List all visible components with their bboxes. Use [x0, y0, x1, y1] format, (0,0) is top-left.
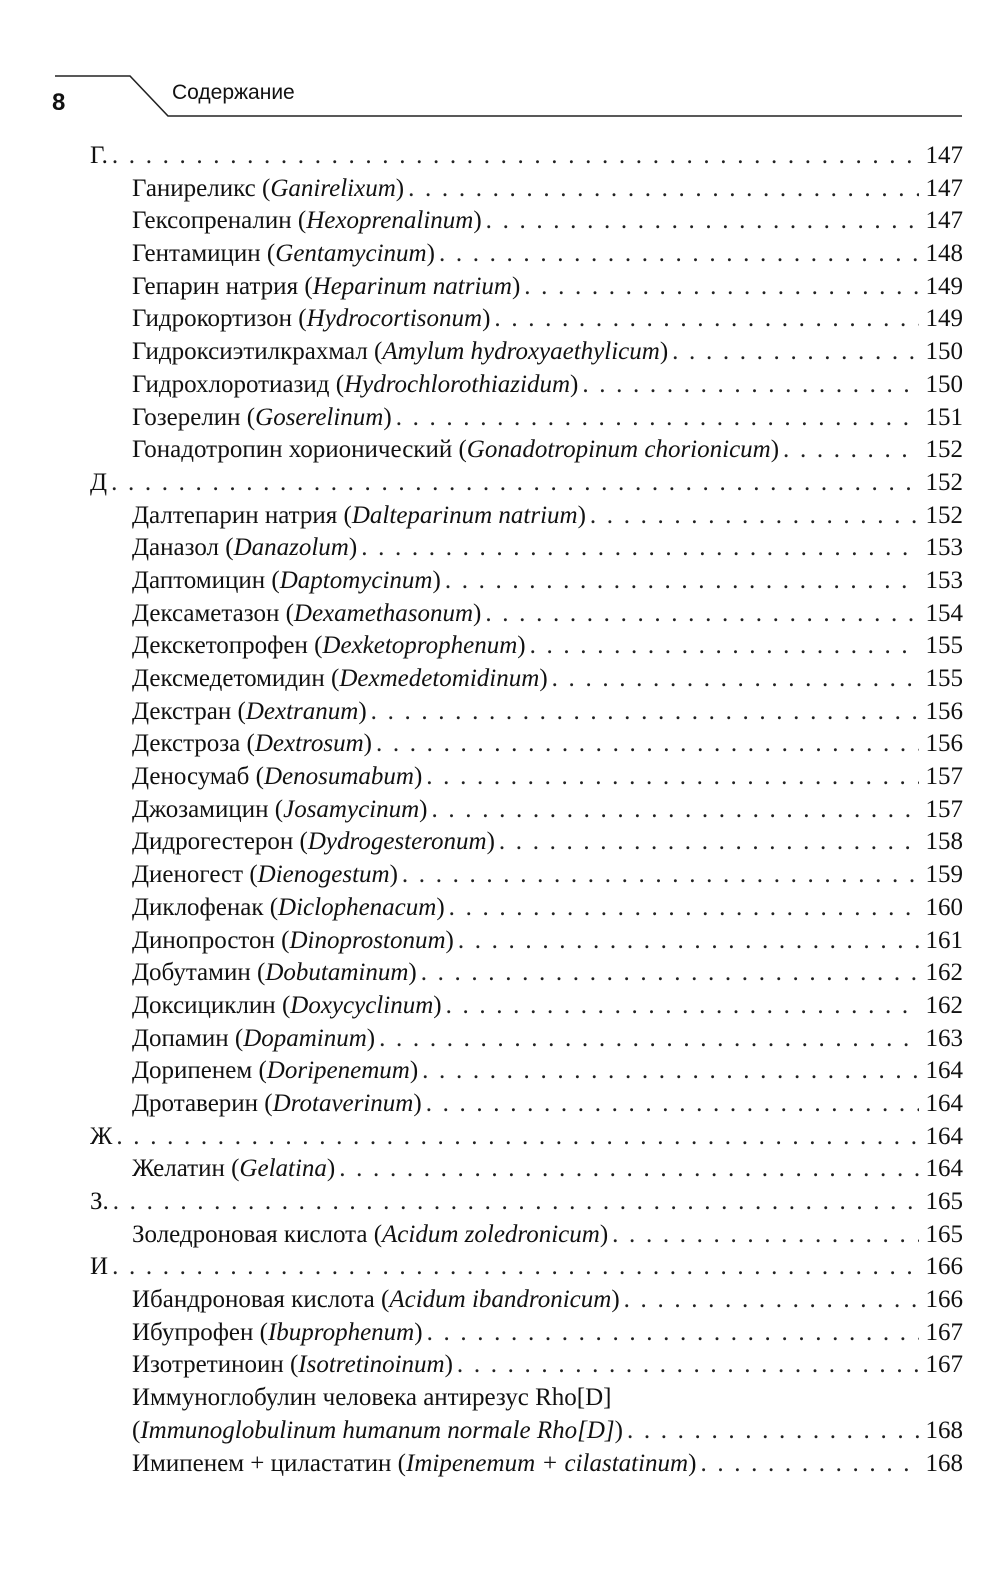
dot-leader [458, 925, 919, 958]
toc-section-letter[interactable] [0, 1186, 963, 1219]
toc-entry-latin: Daptomycinum [279, 566, 433, 594]
toc-entry-title [132, 1055, 418, 1088]
toc-entry-name: Золедроновая кислота ( [132, 1220, 383, 1248]
toc-section-letter[interactable] [0, 467, 963, 500]
dot-leader [426, 1088, 919, 1121]
dot-leader [457, 1349, 919, 1382]
toc-entry-close: ) [473, 207, 482, 235]
toc-entry-latin: Danazolum [233, 534, 349, 562]
dot-leader [371, 696, 919, 729]
toc-entry-close: ) [426, 240, 435, 268]
toc-entry-close: ) [482, 305, 491, 333]
dot-leader [376, 728, 919, 761]
toc-entry[interactable] [0, 205, 963, 238]
dot-leader [612, 1219, 919, 1252]
toc-entry-title [90, 467, 107, 500]
toc-entry-close: ) [539, 665, 548, 692]
toc-entry-name: Гидроксиэтилкрахмал ( [132, 338, 383, 366]
toc-page-number: 160 [925, 893, 963, 921]
dot-leader [627, 1415, 919, 1448]
toc-entry-name: Гонадотропин хорионический ( [132, 436, 467, 464]
toc-page-number: 162 [925, 959, 963, 987]
toc-entry-close: ) [413, 1089, 422, 1117]
toc-entry[interactable] [0, 892, 963, 925]
toc-entry-close: ) [383, 403, 392, 431]
toc-entry-latin: Dienogestum [257, 861, 390, 889]
toc-page-number: 159 [925, 861, 963, 889]
dot-leader [116, 1121, 919, 1154]
toc-entry[interactable] [0, 1448, 963, 1481]
toc-page-number: 147 [925, 142, 963, 169]
toc-entry-title [90, 1121, 112, 1154]
toc-entry-title [132, 303, 490, 336]
toc-entry-latin: Isotretinoinum [298, 1351, 445, 1379]
toc-page-number: 151 [925, 403, 963, 431]
toc-entry-title [132, 1219, 608, 1252]
dot-leader [422, 1055, 919, 1088]
toc-page-number: 157 [925, 795, 963, 823]
toc-entry[interactable] [0, 271, 963, 304]
toc-section-letter[interactable] [0, 140, 963, 173]
toc-entry-latin: Dinoprostonum [289, 926, 446, 954]
toc-entry-latin: Dobutaminum [265, 959, 409, 987]
toc-entry-close: ) [363, 730, 372, 758]
toc-page-number: 165 [925, 1220, 963, 1248]
toc-entry-name: Гентамицин ( [132, 240, 276, 268]
toc-entry[interactable] [0, 826, 963, 859]
toc-page-number: 166 [925, 1286, 963, 1314]
toc-entry-close: ) [432, 566, 441, 594]
dot-leader [582, 369, 919, 402]
dot-leader [112, 1251, 919, 1284]
toc-entry-name: Даназол ( [132, 534, 234, 562]
toc-entry-title [132, 826, 495, 859]
dot-leader [783, 434, 919, 467]
toc-section-letter[interactable] [0, 1121, 963, 1154]
toc-entry-name: Декстроза ( [132, 730, 255, 758]
toc-entry-latin: Dexketoprophenum [322, 632, 518, 660]
toc-entry-latin: Amylum hydroxyaethylicum [382, 338, 660, 366]
toc-entry-latin: Gelatina [239, 1155, 327, 1183]
page-number: 8 [52, 89, 66, 116]
dot-leader [427, 1317, 919, 1350]
toc-entry[interactable] [0, 173, 963, 206]
toc-entry-latin: Doripenemum [266, 1057, 410, 1085]
dot-leader [486, 205, 919, 238]
toc-entry-close: ) [688, 1449, 697, 1477]
toc-page-number: 147 [925, 174, 963, 202]
toc-entry-close: ) [433, 991, 442, 1019]
toc-entry[interactable] [0, 794, 963, 827]
toc-entry-latin: Goserelinum [255, 403, 384, 431]
toc-entry-title [132, 500, 586, 533]
toc-entry-title [132, 728, 372, 761]
toc-entry-name: Дротаверин ( [132, 1089, 273, 1117]
toc-page-number: 158 [925, 828, 963, 856]
toc-entry-name: Далтепарин натрия ( [132, 501, 352, 529]
toc-entry[interactable] [0, 957, 963, 990]
toc-entry-latin: Heparinum natrium [312, 272, 512, 300]
toc-page-number: 164 [925, 1155, 963, 1183]
toc-entry[interactable] [0, 434, 963, 467]
toc-page-number: 153 [925, 534, 963, 562]
toc-entry-name: Гидрокортизон ( [132, 305, 307, 333]
toc-entry-close: ) [511, 272, 521, 300]
toc-entry-name: Имипенем + циластатин ( [132, 1449, 406, 1477]
toc-entry-name: Гепарин натрия ( [132, 272, 313, 300]
toc-entry-title [132, 271, 520, 304]
dot-leader [421, 957, 919, 990]
toc-entry[interactable] [0, 238, 963, 271]
toc-page-number: 157 [925, 763, 963, 791]
toc-entry-title [132, 630, 526, 663]
toc-entry-close: ) [614, 1416, 623, 1444]
dot-leader [432, 794, 920, 827]
toc-entry-close: ) [389, 861, 398, 889]
toc-entry-name: Гозерелин ( [132, 403, 256, 431]
toc-entry[interactable] [0, 728, 963, 761]
toc-entry-name: Дорипенем ( [132, 1057, 267, 1085]
toc-page-number: 164 [925, 1057, 963, 1085]
toc-entry-latin: Gonadotropinum chorionicum [466, 436, 771, 464]
toc-page-number: 152 [925, 468, 963, 496]
toc-entry-close: ) [366, 1024, 376, 1052]
toc-entry-title [132, 990, 442, 1023]
toc-entry-name: Ганиреликс ( [132, 174, 271, 202]
toc-entry[interactable] [0, 1153, 963, 1186]
toc-entry-title [132, 205, 482, 238]
toc-entry-name: Гексопреналин ( [132, 207, 307, 235]
toc-entry-title [132, 1349, 453, 1382]
header-rule [0, 0, 1000, 130]
toc-entry-name: Дексмедетомидин ( [132, 665, 340, 692]
toc-entry-title [132, 1448, 696, 1481]
toc-entry-close: ) [770, 436, 780, 464]
toc-entry-latin: Drotaverinum [272, 1089, 414, 1117]
dot-leader [408, 173, 919, 206]
toc-entry-title [90, 1251, 108, 1284]
toc-entry[interactable] [0, 1317, 963, 1350]
toc-entry-title [132, 173, 404, 206]
toc-page-number: 165 [925, 1188, 963, 1215]
toc-page-number: 150 [925, 338, 963, 366]
toc-entry-close: ) [436, 893, 445, 921]
toc-entry[interactable] [0, 1284, 963, 1317]
toc-entry-latin: Hexoprenalinum [306, 207, 474, 235]
toc-page-number: 150 [925, 370, 963, 398]
toc-entry-close: ) [419, 795, 428, 823]
toc-page-number: 147 [925, 207, 963, 235]
toc-entry-name: Дексаметазон ( [132, 599, 294, 627]
toc-entry[interactable] [0, 630, 963, 663]
dot-leader [449, 892, 919, 925]
toc-entry-title [90, 1186, 109, 1219]
toc-entry-title [132, 1284, 620, 1317]
toc-entry-latin: Denosumabum [263, 763, 414, 791]
toc-entry-title [132, 859, 398, 892]
table-of-contents [0, 140, 1000, 1480]
dot-leader [590, 500, 919, 533]
dot-leader [361, 532, 919, 565]
toc-section-letter[interactable] [0, 1251, 963, 1284]
toc-entry-latin: Dextranum [245, 697, 359, 725]
toc-entry-name: Декскетопрофен ( [132, 632, 323, 660]
toc-entry-latin: Dydrogesteronum [307, 828, 487, 856]
toc-entry-name: Диклофенак ( [132, 893, 279, 921]
toc-entry-name: Джозамицин ( [132, 795, 284, 823]
toc-page-number: 152 [925, 501, 963, 529]
toc-entry-title [132, 598, 481, 631]
toc-entry-name: Изотретиноин ( [132, 1351, 299, 1379]
dot-leader [402, 859, 919, 892]
toc-entry-latin: Acidum zoledronicum [382, 1220, 600, 1248]
toc-entry-close: ) [444, 1351, 453, 1379]
toc-entry[interactable] [0, 696, 963, 729]
toc-entry-name: Желатин ( [132, 1155, 240, 1183]
toc-entry-latin: Gentamycinum [275, 240, 427, 268]
toc-page-number: 156 [925, 697, 963, 725]
toc-entry[interactable] [0, 500, 963, 533]
toc-entry[interactable] [0, 1055, 963, 1088]
toc-entry-close: ) [409, 1057, 419, 1085]
toc-entry-title [132, 565, 441, 598]
toc-entry-title [132, 1153, 335, 1186]
toc-page-number: 168 [925, 1416, 963, 1444]
toc-entry-name: Иммуноглобулин человека антирезус Rho[D] [132, 1384, 612, 1412]
toc-entry-close: ) [395, 174, 405, 202]
toc-entry-close: ) [599, 1220, 609, 1248]
toc-entry[interactable] [0, 1219, 963, 1252]
toc-entry-close: ) [486, 828, 495, 856]
toc-page-number: 149 [925, 272, 963, 300]
toc-entry-name: Диеногест ( [132, 861, 258, 889]
toc-entry-latin: Immunoglobulinum humanum normale Rho[D] [140, 1416, 615, 1444]
toc-entry-close: ) [659, 338, 669, 366]
toc-entry-latin: Hydrochlorothiazidum [344, 370, 570, 398]
toc-entry-name: Допамин ( [132, 1024, 244, 1052]
toc-entry[interactable] [0, 663, 963, 696]
dot-leader [396, 402, 919, 435]
toc-entry-latin: Ganirelixum [270, 174, 396, 202]
toc-entry-title [132, 794, 428, 827]
dot-leader [700, 1448, 919, 1481]
toc-page-number: 154 [925, 599, 963, 627]
toc-entry[interactable] [0, 1023, 963, 1056]
dot-leader [426, 761, 919, 794]
toc-entry-name: Доксициклин ( [132, 991, 291, 1019]
toc-entry-latin: Dexamethasonum [293, 599, 474, 627]
toc-entry[interactable] [0, 336, 963, 369]
toc-entry-latin: Dalteparinum natrium [351, 501, 578, 529]
toc-page-number: 162 [925, 991, 963, 1019]
toc-entry-title [90, 140, 108, 173]
toc-entry-close: ) [517, 632, 526, 660]
toc-entry-latin: Dexmedetomidinum [339, 665, 540, 692]
toc-entry[interactable] [0, 925, 963, 958]
toc-entry-title [132, 957, 417, 990]
toc-entry-name: Добутамин ( [132, 959, 266, 987]
toc-entry-close: ) [445, 926, 454, 954]
toc-entry-title [132, 532, 357, 565]
toc-entry-title [132, 238, 435, 271]
toc-entry-name: Ибупрофен ( [132, 1318, 268, 1346]
toc-page-number: 168 [925, 1449, 963, 1477]
toc-entry[interactable] [0, 1088, 963, 1121]
dot-leader [113, 1186, 919, 1219]
toc-page-number: 156 [925, 730, 963, 758]
toc-page-number: 149 [925, 305, 963, 333]
toc-entry-name: Гидрохлоротиазид ( [132, 370, 345, 398]
toc-entry-title [132, 696, 367, 729]
toc-entry-latin: Josamycinum [283, 795, 420, 823]
toc-entry[interactable] [0, 565, 963, 598]
toc-entry[interactable] [0, 402, 963, 435]
toc-entry[interactable] [0, 1349, 963, 1382]
toc-entry-close: ) [414, 1318, 423, 1346]
toc-entry-title [132, 1317, 423, 1350]
toc-page-number: 155 [925, 632, 963, 660]
toc-page-number: 167 [925, 1351, 963, 1379]
toc-entry-close: ) [358, 697, 367, 725]
toc-page-number: 163 [925, 1024, 963, 1052]
toc-entry[interactable] [0, 598, 963, 631]
toc-entry-latin: Hydrocortisonum [306, 305, 483, 333]
toc-entry-title [132, 336, 668, 369]
toc-entry-title [132, 761, 422, 794]
toc-entry-close: ) [408, 959, 417, 987]
toc-entry-latin: Ibuprophenum [267, 1318, 415, 1346]
toc-page-number: 164 [925, 1122, 963, 1150]
toc-entry-name: И [90, 1253, 109, 1281]
dot-leader [624, 1284, 919, 1317]
toc-entry-title [132, 663, 548, 696]
page-header [0, 0, 1000, 130]
toc-entry-latin: Diclophenacum [278, 893, 437, 921]
toc-entry-name: Даптомицин ( [132, 566, 280, 594]
toc-page-number: 161 [925, 926, 963, 954]
toc-entry-latin: Dextrosum [254, 730, 364, 758]
toc-entry-latin: Acidum ibandronicum [389, 1286, 612, 1314]
toc-entry-title [132, 1382, 611, 1415]
toc-entry-title [132, 892, 445, 925]
toc-entry-close: ) [570, 370, 579, 398]
dot-leader [494, 303, 919, 336]
toc-entry-name: Дидрогестерон ( [132, 828, 308, 856]
dot-leader [552, 663, 919, 696]
toc-entry-close: ) [348, 534, 358, 562]
toc-entry[interactable] [0, 369, 963, 402]
toc-entry[interactable] [0, 532, 963, 565]
toc-page-number: 152 [925, 436, 963, 464]
toc-page-number: 155 [925, 665, 963, 692]
toc-entry-name: Ибандроновая кислота ( [132, 1286, 390, 1314]
toc-entry-name: Динопростон ( [132, 926, 290, 954]
toc-entry-title [132, 402, 392, 435]
toc-entry-name: Г. [90, 142, 108, 169]
toc-entry-title [132, 1023, 375, 1056]
toc-entry-title [132, 925, 454, 958]
toc-entry-latin: Dopaminum [243, 1024, 367, 1052]
toc-entry-title [132, 1088, 422, 1121]
toc-entry-name: Деносумаб ( [132, 763, 264, 791]
toc-entry[interactable] [0, 859, 963, 892]
toc-entry-close: ) [473, 599, 482, 627]
toc-page-number: 167 [925, 1318, 963, 1346]
toc-entry-close: ) [577, 501, 586, 529]
toc-page-number: 148 [925, 240, 963, 268]
dot-leader [524, 271, 919, 304]
toc-entry-close: ) [611, 1286, 620, 1314]
toc-entry-latin: Doxycyclinum [290, 991, 434, 1019]
toc-entry-name: Ж [90, 1122, 113, 1150]
toc-entry-title [132, 1415, 623, 1448]
dot-leader [111, 467, 919, 500]
toc-entry[interactable] [0, 990, 963, 1023]
dot-leader [439, 238, 919, 271]
toc-page-number: 153 [925, 566, 963, 594]
toc-entry-name: Д [90, 468, 108, 496]
toc-entry[interactable] [0, 1415, 963, 1448]
toc-entry-close: ) [413, 763, 423, 791]
toc-page-number: 164 [925, 1089, 963, 1117]
dot-leader [530, 630, 919, 663]
dot-leader [672, 336, 919, 369]
toc-entry-name: З. [90, 1188, 109, 1215]
toc-entry-name: Декстран ( [132, 697, 246, 725]
dot-leader [499, 826, 919, 859]
dot-leader [339, 1153, 919, 1186]
toc-entry-title [132, 369, 578, 402]
toc-entry-latin: Imipenemum + cilastatinum [406, 1449, 689, 1477]
dot-leader [112, 140, 919, 173]
dot-leader [485, 598, 919, 631]
dot-leader [379, 1023, 919, 1056]
running-title: Содержание [172, 81, 295, 104]
toc-entry-name: ( [132, 1416, 141, 1444]
dot-leader [445, 565, 919, 598]
toc-entry-close: ) [326, 1155, 336, 1183]
toc-entry[interactable] [0, 1382, 963, 1415]
toc-entry[interactable] [0, 303, 963, 336]
toc-entry[interactable] [0, 761, 963, 794]
toc-entry-title [132, 434, 779, 467]
toc-page-number: 166 [925, 1253, 963, 1281]
dot-leader [446, 990, 919, 1023]
